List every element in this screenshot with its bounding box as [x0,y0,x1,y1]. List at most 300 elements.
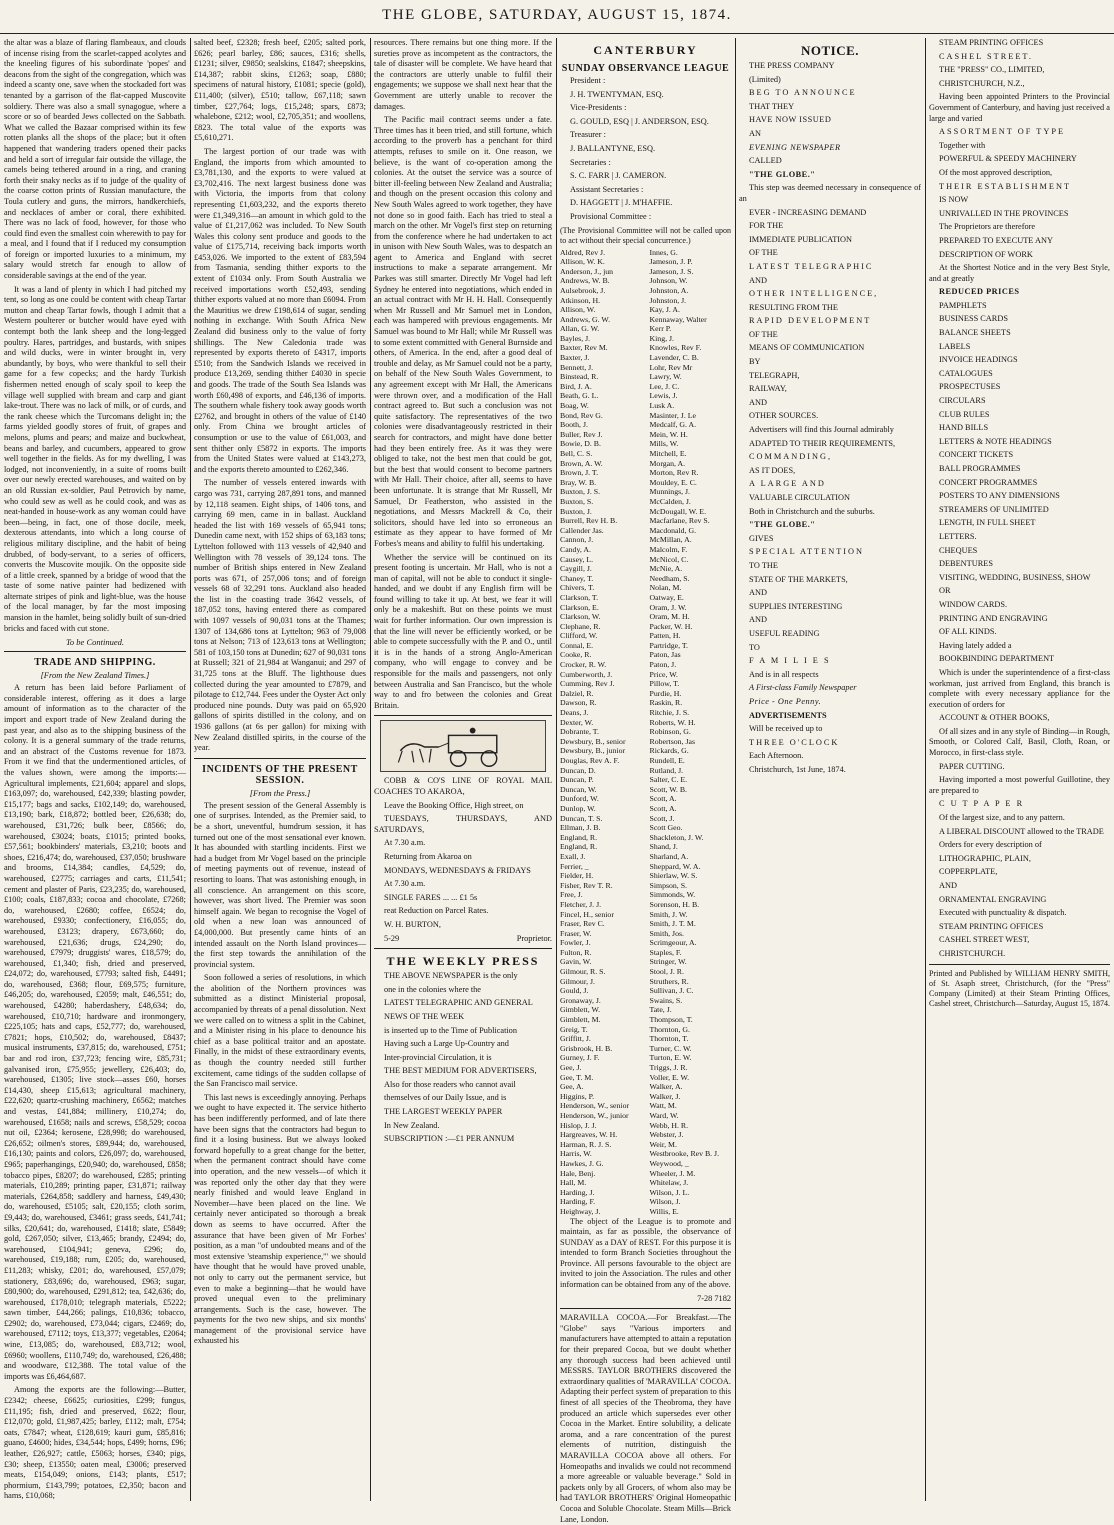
advert-line: INVOICE HEADINGS [939,355,1018,365]
column-5 [739,38,921,1501]
committee-name: King, J. [649,333,674,343]
announcement-line: TELEGRAPH, [749,370,800,380]
trade-paragraph: A return has been laid before Parliament of considerable interest, offering as it does a large amount of information as to the character of the import and export trade of New Zealand during the past year, and also as to the shipping business of the colony. It is a general summary of the trade returns, and an abstract of the Customs revenue for 1873. From it we find that the undermentioned articles, of the values shown, were among the imports:—Agricultural implements, £21,604; apparel and slops, £163,097; do, warehoused, £42,339; blasting powder, £15,177; bags and sacks, £102,149; do, warehoused, £13,190; bark, £18,872; bottled beer, £26,638; do, warehoused, £31,726; bulk beer, £8566; do, warehoused, £3024; boats, £1015; printed books, £57,561; bookbinders' materials, £3,210; boots and shoes, £216,474; do, warehoused, £37,050; brushware and brooms, £14,384; candles, £4,529; do, warehoused, £2775; carriages and carts, £11,541; cement and plaster of Paris, £23,235; do, warehoused, £100; coals, £187,833; cocoa and chocolate, £7268; do, warehoused, £2680; coffee, £6524; do, warehoused, £9330; confectionery, £16,055; do, warehoused, £3123; drapery, £673,660; do, warehoused, £21,636; drugs, £24,290; do, warehoused, £7979; druggists' wares, £18,579; do, warehoused, £1,340; fish, dried and preserved, £24,072; do, warehoused, £7793; salted fish, £4491; do, warehoused, £368; flour, £69,575; furniture, £46,205; do, warehoused, £2059; malt, £46,551; do, warehoused, £4280; haberdashery, £48,634; do, warehoused, £10,710; hardware and ironmongery, £225,105; hats and caps, £52,777; do, warehoused, £7821; hops, £10,502; do, warehoused, £8437; musical instruments, £37,815; do, warehoused, £751; bar and rod iron, £37,723; fencing wire, £85,731; galvanised iron, £75,955; jewellery, £26,403; do, warehoused, £1305; live stock—asses £60, horses £14,430, sheep £15,613; agricultural machinery, £22,620; quartz-crushing machinery, £6562; matches and vestas, £41,884; millinery, £10,274; do, warehoused, £1658; nails and screws, £58,529; cocoa nut oil, £2364; kerosene, £28,998; do warehoused, £26,652; oilmen's stores, £89,944; do, warehoused, £16,130; paints and colors, £26,097; do, warehoused, £965; paperhangings, £20,940; do, warehoused, £858; tobacco pipes, £8207; do warehoused, £285; printing materials, £10,289; printing paper, £31,871; railway materials, £264,858; saddlery and harness, £49,430; do, warehoused, £5105; salt, £20,155; cloth sorim, £9,443; do, warehoused, £3461; grass seeds, £41,741; silks, £20,641; do, warehoused, £1418; slate, £5849; gold, £267,050; silver, £13,465; brandy, £2494; do, warehoused, £104,941; geneva, £296; do, warehoused, £19,188; rum, £205; do, warehoused, £11,283; whisky, £201; do, warehoused, £57,079; stationery, £83,696; do, warehoused, £963; sugar, £80,900; do, warehoused, £291,812; tea, £42,636; do, warehoused, £178,010; telegraph materials, £5222; sawn timber, £44,266; palings, £10,836; tobacco, £2902; do, warehoused, £73,044; cigars, £2469; do, warehoused, £7112; toys, £13,377; vegetables, £2064; wine, £13,085; do, warehoused, £83,712; wool, £6960; woollens, £110,749; do, warehoused, £26,488; and woodware, £12,388. The total value of the imports was £6,464,687. [4,683,186,1381]
weekly-press-line: SUBSCRIPTION :—£1 PER ANNUM [384,1134,515,1144]
advert-line: REDUCED PRICES [939,287,1020,297]
trade-paragraph: The number of vessels entered inwards with cargo was 731, carrying 287,891 tons, and manned by 12,118 seamen. Eight ships, of 1406 tons, and carrying 69 men, came in in ballast. Auckland headed the list with 169 vessels of 65,941 tons; Dunedin came next, with 152 ships of 63,183 tons; Lyttelton followed with 113 vessels of 42,940 and Wellington with 78 vessels of 39,124 tons. The number of British ships entered in New Zealand ports was 671, of 257,006 tons; and of foreign vessels 68 of 32,291 tons. Auckland also headed the list in the coasting trade 3642 vessels, of 187,052 tons, having entered there as compared with 1097 vessels of 90,031 tons at the Thames; 1307 of 134,686 tons at Lyttelton; 963 of 79,008 tons at Nelson; 713 of 123,613 tons at Wellington; 581 of 103,150 tons at Dunedin; 627 of 90,031 tons at Russell; 321 of 21,984 at Wanganui; and 297 of 31,725 tons at the Bluff. The lighthouse dues collected during the year amounted to £7879, and pilotage to £12,744. Fees under the Oyster Act only produced nine pounds. Duty was paid on 65,920 gallons of spirits distilled in the colony, and on 1936 gallons (at 6s per gallon) for mixing with New Zealand distilled spirits, in the course of the year. [194,478,366,753]
committee-name: Johnson, W. [649,276,688,286]
committee-name: Buller, Rev J. [560,429,603,439]
committee-name: Bell, C. S. [560,449,593,458]
advert-line: DEBENTURES [939,559,993,569]
committee-name: Stringer, W. [649,957,687,967]
column-rule [735,38,736,1501]
committee-name: Paton, Jas [649,650,681,660]
committee-name: Gee, A. [560,1082,584,1092]
committee-name: Willis, E. [649,1206,679,1216]
announcement-line: ADAPTED TO THEIR REQUIREMENTS, [749,438,896,448]
committee-name: Scott, W. B. [649,784,687,794]
committee-name: Harris, W. [560,1149,592,1159]
divider [929,964,1110,965]
committee-name: Buxton, S. [560,496,594,506]
committee-name: Caygill, J. [560,564,592,574]
committee-name: Dewsbury, B., senior [560,736,626,746]
league-title: CANTERBURY [593,43,698,57]
committee-name: Connal, E. [560,640,594,650]
announcement-line: STATE OF THE MARKETS, [749,574,848,584]
advert-line: CHRISTCHURCH, N.Z., [939,78,1025,88]
provisional-note: (The Provisional Committee will not be called upon to act without their special concurrence.) [560,225,731,245]
advert-line: CONCERT PROGRAMMES [939,477,1038,487]
committee-name: Nolan, M. [649,583,682,593]
committee-name: Ferrier, _ [560,861,589,871]
committee-name: Purdie, H. [649,688,682,698]
announcement-line: FOR THE [749,221,784,231]
committee-name: Candy, A. [560,544,591,554]
committee-name: Fielder, H. [560,871,594,881]
advert-line: PAPER CUTTING. [939,761,1005,771]
announcement-line: OTHER INTELLIGENCE, [749,289,879,299]
cobb-footer [374,934,552,945]
committee-name: Webb, H. R. [649,1120,689,1130]
announcement-line: RAPID DEVELOPMENT [749,316,872,326]
announcement-line: THREE O'CLOCK [749,737,840,747]
committee-name: Clarkson, T. [560,592,599,602]
column-rule [190,38,191,1501]
announcement-line: MEANS OF COMMUNICATION [749,343,865,353]
announcement-line: AND [749,615,767,625]
advert-line: BUSINESS CARDS [939,314,1008,324]
committee-name: Duncan, W. [560,784,597,794]
committee-name: McCalden, J. [649,496,691,506]
president-label: President : [570,76,606,85]
committee-name: Gimblett, M. [560,1015,601,1025]
committee-name: Hargreaves, W. H. [560,1130,618,1140]
committee-name: Brown, A. W. [560,458,603,468]
article-paragraph: resources. There remains but one thing more. If the sureties prove as incompetent as the contractors, the tale of disaster will be complete. We have heard that the contractors are utterly unable to fulfil their engagements; we suppose we shall next hear that the Government are utterly unable to recover the damages. [374,38,552,111]
committee-name: Whitelaw, J. [649,1178,689,1188]
advert-line: ORNAMENTAL ENGRAVING [939,894,1047,904]
advert-line: Together with [939,140,986,150]
announcement-line: OF THE [749,248,778,258]
committee-name: Booth, J. [560,420,588,430]
committee-name: Robinson, G. [649,727,691,737]
committee-name: Brown, J. T. [560,468,599,478]
advert-line: UNRIVALLED IN THE PROVINCES [939,208,1069,218]
committee-name: Wilson, J. L. [649,1187,690,1197]
vp-label: Vice-Presidents : [570,103,627,113]
committee-name: Fraser, Rev C. [560,919,605,929]
announcement-line: AND [749,397,767,407]
committee-name: Simmonds, W. [649,890,696,900]
committee-name: Fletcher, J. J. [560,899,602,909]
advert-line: LETTERS & NOTE HEADINGS [939,436,1052,446]
column-3 [374,38,552,1501]
announcement-line: AN [749,128,761,138]
committee-name: Bennett, J. [560,362,594,372]
cobb-returning: Returning from Akaroa on [384,851,472,861]
divider [374,948,552,949]
advert-line: PAMPHLETS [939,300,987,310]
committee-name: Johnston, A. [649,285,689,295]
president: J. H. TWENTYMAN, ESQ. [570,89,664,99]
announcement-line: GIVES [749,533,774,543]
committee-name: Rickards, G. [649,746,689,756]
cocoa-advert: MARAVILLA COCOA.—For Breakfast.—The "Globe" says "Various importers and manufacturers have attempted to attain a reputation for their prepared Cocoa, but we doubt whether any thorough success had been achieved until MESSRS. TAYLOR BROTHERS discovered the extraordinary qualities of 'MARAVILLA' COCOA. Adapting their perfect system of preparation to this finest of all species of the Theobroma, they have produced an article which supersedes ever other Cocoa in the Market. Entire solubility, a delicate aroma, and a rare concentration of the purest elements of nutrition, distinguish the MARAVILLA COCOA above all others. For Homeopaths and invalids we could not recommend a more agreeable or valuable beverage." Sold in packets only by all Grocers, of whom also may be had TAYLOR BROTHERS' Original Homeopathic Cocoa and Soluble Chocolate. Steam Mills—Brick Lane, London. [560,1313,731,1524]
committee-name: Lohr, Rev Mr [649,362,693,372]
committee-name: Rutland, J. [649,765,684,775]
committee-name: McNie, A. [649,564,683,574]
committee-name: Kay, J. A. [649,305,680,315]
announcement-line: Christchurch, 1st June, 1874. [749,764,846,774]
committee-name: Medcalf, G. A. [649,420,697,430]
committee-name: Hislop, J. J. [560,1120,597,1130]
committee-name: Packer, W. H. [649,621,693,631]
committee-name: Shierlaw, W. S. [649,871,698,881]
committee-name: Oatway, E. [649,592,684,602]
divider [560,1308,731,1309]
committee-name: Sullivan, J. C. [649,986,694,996]
committee-name: Boag, W. [560,401,589,411]
committee-name: Paton, J. [649,660,677,670]
announcement-line: RESULTING FROM THE [749,302,838,312]
provisional-committee-label: Provisional Committee : [570,211,652,221]
advert-line: BOOKBINDING DEPARTMENT [939,654,1055,664]
announcement-line: "THE GLOBE." [749,520,816,530]
advert-line: CASHEL STREET. [939,51,1033,61]
committee-name: Smith, J. T. M. [649,919,696,929]
committee-name: Thompson, T. [649,1015,693,1025]
trade-source: [From the New Zealand Times.] [40,670,150,681]
announcement-line: TO [749,642,760,652]
committee-name: Harding, J. [560,1187,595,1197]
committee-name: Hale, Benj. [560,1168,596,1178]
announcement-line: This step was deemed necessary in consequence of an [739,183,921,203]
advert-line: STREAMERS OF UNLIMITED [939,504,1049,514]
announcement-line: Each Afternoon. [749,751,804,761]
committee-name: Webster, J. [649,1130,684,1140]
committee-name: Lewis, J. [649,391,678,401]
trade-paragraph: Among the exports are the following:—Butter, £2342; cheese, £6625; curiosities, £299; fungus, £11,195; fish, dried and preserved, £622; flour, £12,070; gold, £1,987,425; barley, £112; malt, £754; oats, £7847; wheat, £128,619; kauri gum, £85,816; guano, £4600; hides, £34,544; hops, £499; horns, £96; leather, £26,927; cattle, £5063; horses, £340; pigs, £30; sheep, £13550; oaten meal, £3006; preserved meats, £154,049; onions, £143; plants, £517; phormium, £143,799; potatoes, £2,350; bacon and hams, £10,068; [4,1385,186,1501]
committee-name: Harding, F. [560,1197,596,1207]
committee-name: Chaney, T. [560,573,594,583]
committee-name: Weir, M. [649,1139,677,1149]
cobb-time-back: At 7.30 a.m. [384,879,426,889]
globe-announcement [739,61,921,775]
incidents-paragraph: Soon followed a series of resolutions, in which the abolition of the Northern provinces was submitted as a distinct Ministerial proposal, accompanied by threats of a penal dissolution. Next we were called on to witness a split in the Cabinet, and a Minister rising in his place to denounce his chief as a base political traitor and an apostate. Finally, in the midst of these extraordinary events, as though the country needed still further excitement, came tidings of the sudden collapse of the San Francisco mail service. [194,973,366,1089]
divider [4,651,186,652]
committee-name: Watt, M. [649,1101,677,1111]
announcement-line: (Limited) [749,74,781,84]
advert-line: ASSORTMENT OF TYPE [939,127,1066,137]
advert-line: Of the largest size, and to any pattern. [939,813,1065,823]
announcement-line: THE PRESS COMPANY [749,61,835,70]
committee-name: Duncan, D. [560,765,596,775]
advert-line: A LIBERAL DISCOUNT allowed to the TRADE [939,826,1104,836]
committee-name: Bowie, D. B. [560,439,601,449]
committee-name: Lusk A. [649,401,675,411]
committee-name: Morgan, A. [649,458,686,468]
committee-name: Kennaway, Walter [649,314,707,324]
committee-name: Free, J. [560,890,583,900]
advert-line: At the Shortest Notice and in the very Best Style, and at greatly [929,263,1110,283]
committee-name: Chivers, T. [560,583,595,593]
column-2 [194,38,366,1501]
committee-name: Ritchie, J. S. [649,708,690,718]
committee-name: Hall, M. [560,1178,587,1188]
announcement-line: "THE GLOBE." [749,169,816,179]
committee-name: Voller, E. W. [649,1072,690,1082]
committee-name: Gurney, J. F. [560,1053,600,1063]
committee-name: Price, W. [649,669,678,679]
weekly-press-line: THE LARGEST WEEKLY PAPER [384,1107,503,1117]
committee-name: Scrimgeour, A. [649,938,697,948]
committee-name: Clifford, W. [560,631,598,641]
committee-name: Dalziel, R. [560,688,594,698]
cobb-reduction: reat Reduction on Parcel Rates. [384,906,489,916]
committee-name: Buxton, J. S. [560,487,601,497]
weekly-press-line: THE BEST MEDIUM FOR ADVERTISERS, [384,1066,537,1076]
league-subtitle: SUNDAY OBSERVANCE LEAGUE [561,63,730,74]
advert-line: Which is under the superintendence of a first-class workman, just arrived from England, this branch is complete with every necessary appliance for the execution of orders for [929,667,1110,709]
committee-name: Patten, H. [649,631,681,641]
committee-name: England, R. [560,842,598,852]
committee-name: Gronaway, J. [560,995,601,1005]
committee-name: Scott, A. [649,794,677,804]
committee-name: Gilmour, J. [560,976,595,986]
committee-name: Duncan, P. [560,775,594,785]
committee-name: Deans, J. [560,708,589,718]
weekly-press-line: In New Zealand. [384,1120,440,1130]
committee-name: Causey, L. [560,554,594,564]
secretaries: S. C. FARR | J. CAMERON. [570,171,667,181]
advert-line: Of all sizes and in any style of Binding—in Rough, Smooth, or Colored Calf, Basil, Cloth, Roan, or Morocco, in first-class style. [929,726,1110,758]
announcement-line: TO THE [749,560,778,570]
committee-name: Fraser, W. [560,928,592,938]
names-column-left [560,248,642,1217]
announcement-line: BEG TO ANNOUNCE [749,88,857,98]
announcement-line: COMMANDING, [749,452,833,462]
committee-name: Griffitt, J. [560,1034,591,1044]
committee-name: Andrews, W. B. [560,276,610,286]
column-rule [556,38,557,1501]
advert-line: LETTERS. [939,531,977,541]
assistant-secretaries: D. HAGGETT | J. M'HAFFIE. [570,198,673,208]
incidents-heading: INCIDENTS OF THE PRESENT SESSION. [202,763,358,786]
announcement-line: A LARGE AND [749,479,826,489]
cobb-title: COBB & CO'S LINE OF ROYAL MAIL COACHES TO AKAROA, [374,776,552,796]
committee-name: Macfarlane, Rev S. [649,516,710,526]
committee-name: Lawry, W. [649,372,682,382]
to-be-continued: To be Continued. [65,637,124,648]
committee-name: Triggs, J. R. [649,1063,688,1072]
vp: G. GOULD, ESQ | J. ANDERSON, ESQ. [570,116,709,126]
advert-line: AND [939,881,957,890]
committee-name: Allan, G. W. [560,324,600,334]
cobb-days-out: TUESDAYS, THURSDAYS, AND SATURDAYS, [374,814,552,834]
column-rule [925,38,926,1501]
advert-line: CONCERT TICKETS [939,450,1014,460]
advert-line: DESCRIPTION OF WORK [939,249,1033,259]
committee-name: Dunford, W. [560,794,599,804]
announcement-line: Price - One Penny. [749,696,822,706]
coach-illustration [380,720,546,772]
committee-name: Munnings, J. [649,487,691,497]
committee-name: Burrell, Rev H. B. [560,516,618,526]
committee-name: Sorenson, H. B. [649,899,700,909]
committee-name: Jameson, J. S. [649,266,694,276]
committee-name: Andrews, G. W. [560,314,611,324]
committee-name: Douglas, Rev A. F. [560,756,620,765]
trade-paragraph: salted beef, £2328; fresh beef, £205; salted pork, £626; pearl barley, £86; sauces, £316; shells, £1231; silver, £9850; sealskins, £1847; sheepskins, £14,387; rabbit skins, £1263; soap, £880; specimens of natural history, £1081; specie (gold), £11,400; (silver), £510; tallow, £67,118; sawn timber, £27,764; logs, £15,248; spars, £873; whalebone, £212; wool, £2,705,351; and woollens, £823. The total value of the exports was £5,610,271. [194,38,366,143]
masthead-rule [0,33,1114,34]
committee-name: Westbrooke, Rev B. J. [649,1149,720,1159]
committee-name: Simpson, S. [649,880,687,890]
masthead: THE GLOBE, SATURDAY, AUGUST 15, 1874. [382,7,732,23]
announcement-line: Both in Christchurch and the suburbs. [749,506,875,516]
committee-name: Clarkson, E. [560,602,599,612]
league-object-code: 7-28 7182 [697,1293,731,1303]
weekly-press-line: THE ABOVE NEWSPAPER is the only [384,971,518,981]
committee-name: Gimblett, W. [560,1005,601,1015]
committee-name: Crocker, R. W. [560,660,607,670]
advert-line: LENGTH, IN FULL SHEET [939,518,1036,528]
committee-name: Stool, J. R. [649,967,684,977]
committee-name: Cumberworth, J. [560,669,613,679]
advert-line: THEIR ESTABLISHMENT [939,181,1072,191]
announcement-line: CALLED [749,156,782,166]
announcement-line: EVENING NEWSPAPER [749,142,841,152]
advert-line: BALL PROGRAMMES [939,464,1021,473]
incidents-paragraph: This last news is exceedingly annoying. Perhaps we ought to have expected it. The service hitherto has been indifferently performed, and of late there have been signs that the contractors had begun to find it a losing business. But we always looked forward hopefully to a great change for the better, when the permanent contract should have come into operation, and the new vessels—of which it was reported only the other day that they were nearly finished and would leave England in November—have been placed on the line. We certainly never anticipated so thorough a break down as seems to have occurred. After the assurance that have been given of Mr Forbes' position, as a man "of undoubted means and of the most extensive 'steamship experience,'" we should have thought that he would have proved unable, not only to carry out the permanent service, but even to make a beginning—that he would have proved unequal even to the preliminary arrangements. Such is the case, however. The payments for the two new ships, and six months' management of the provisional service have exhausted his [194,1092,366,1346]
committee-name: Ward, W. [649,1110,679,1120]
announcement-line: AND [749,588,767,598]
stagecoach-icon [381,721,545,771]
committee-name: McNicol, C. [649,554,689,564]
announcement-line: Advertisers will find this Journal admirably [749,425,894,435]
cobb-days-back: MONDAYS, WEDNESDAYS & FRIDAYS [384,865,531,875]
committee-name: Dawson, R. [560,698,597,708]
advert-line: BALANCE SHEETS [939,328,1011,338]
committee-name: Staples, F. [649,947,682,957]
committee-name: Dewsbury, B., junior [560,746,626,756]
advert-line: PREPARED TO EXECUTE ANY [939,235,1053,245]
column-rule [370,38,371,1501]
cobb-leave: Leave the Booking Office, High street, on [384,800,524,810]
committee-name: Robertson, Jas [649,736,695,746]
committee-name: Gould, J. [560,986,589,996]
committee-name: Wheeler, J. M. [649,1168,696,1178]
committee-name: Greig, T. [560,1024,588,1034]
committee-name: Lavender, C. B. [649,353,699,363]
committee-name: Wilson, J. [649,1197,681,1207]
league-object: The object of the League is to promote and maintain, as far as possible, the observance of SUNDAY as a DAY of REST. For this purpose it is intended to form Branch Societies throughout the Province. All persons favourable to the object are invited to join the Association. The rules and other information can be obtained from any of the above. [560,1216,731,1290]
committee-name: Buxton, J. [560,506,592,516]
cobb-time-out: At 7.30 a.m. [384,838,426,848]
committee-name: Mills, W. [649,439,679,449]
advert-line: STEAM PRINTING OFFICES [939,921,1044,931]
weekly-press-line: NEWS OF THE WEEK [384,1011,465,1021]
advert-line: Having lately added a [939,640,1012,650]
advert-line: CATALOGUES [939,368,993,378]
committee-name: Allison, W. [560,305,596,315]
article-paragraph: The Pacific mail contract seems under a fate. Three times has it been tried, and still fortune, which according to the proverb has a penchant for third attempts, refuses to smile on it. One reason, we believe, is the want of co-operation among the colonies. At the outset the service was a source of bitter ill-feeling between New Zealand and Australia; and though on the present occasion this colony and New South Wales agreed to work together, they have not done so in good faith. Each has tried to steal a march on the other. Mr Vogel's first step on returning from the conference where he had undertaken to act in unison with New South Wales, was to despatch an agent to America and England with secret instructions to make a separate arrangement. Mr Parkes was still smarter. Directly Mr Vogel had left Sydney he entered into negotiations, which ended in an actual contract with Mr H. H. Hall. Consequently when Mr Russell and Mr Samuel met in London, each was hampered with previous engagements. Mr Samuel was bound to Mr Hall; while Mr Russell was to some extent committed with General Burnside and others, of America. In the end, after a good deal of trouble and delay, as Mr Samuel could not be a party, on behalf of the New South Wales Government, to any agreement except with Mr Hall, the Americans were thrown over, and a modification of the Hall contract agreed to. But such a conclusion was not quite satisfactory. The representatives of the two colonies were disadvantageously restricted in their search for contractors, and might have done better had they been entirely free. As it was they were obliged to take, not the best men that could be got, but the best that would consent to become partners with Mr Hall. Their choice, after all, seems to have been unfortunate. It is strange that Mr Russell, Mr Samuel, Dr Featherston, who assisted in the negotiations, and Messrs Mackrell & Co, their solicitors, should have led into so erroneous an estimate as they appear to have formed of Mr Forbes's means and ability to fulfil his undertaking. [374,115,552,548]
committee-name: Lee, J. C. [649,381,680,391]
announcement-line: ADVERTISEMENTS [749,710,827,720]
committee-name: Johnston, J. [649,295,687,305]
committee-name: Swains, S. [649,995,683,1005]
committee-name: Fulton, R. [560,947,592,957]
announcement-line: AND [749,275,767,285]
column-4 [560,38,731,1524]
committee-name: Partridge, T. [649,640,688,650]
advert-line: Having imported a most powerful Guillotine, they are prepared to [929,775,1110,795]
weekly-press-line: one in the colonies where the [384,984,481,994]
advert-line: LITHOGRAPHIC, PLAIN, [939,853,1031,863]
committee-name: Gee, T. M. [560,1072,594,1082]
committee-name: Weywood, _ [649,1158,689,1168]
committee-name: Sharland, A. [649,851,689,861]
committee-name: Bird, J. A. [560,381,592,391]
committee-name: Salter, C. E. [649,775,688,785]
committee-name: Henderson, W., senior [560,1101,630,1111]
announcement-line: OTHER SOURCES. [749,411,819,421]
announcement-line: AS IT DOES, [749,465,796,475]
advert-line: HAND BILLS [939,423,989,433]
committee-name: Morton, Rev R. [649,468,699,478]
committee-name: Mouldey, E. C. [649,477,697,487]
advert-line: PROSPECTUSES [939,382,1001,392]
committee-name: Ellman, J. B. [560,823,601,833]
advert-line: CIRCULARS [939,396,986,406]
weekly-press-line: Having such a Large Up-Country and [384,1039,509,1049]
committee-name: Gilmour, R. S. [560,967,606,977]
advert-line: THE "PRESS" CO., LIMITED, [939,65,1045,75]
advert-line: CLUB RULES [939,409,990,419]
committee-name: Pillow, T. [649,679,680,689]
advert-line: ACCOUNT & OTHER BOOKS, [939,713,1050,723]
committee-name: England, R. [560,832,598,842]
cobb-code: 5-29 [384,933,400,943]
committee-name: Harman, R. J. S. [560,1139,612,1149]
committee-name: Sheppard, W. A. [649,861,701,871]
advert-line: Orders for every description of [939,840,1042,850]
announcement-line: USEFUL READING [749,628,820,638]
committee-name: Scott, A. [649,803,677,813]
advert-line: POWERFUL & SPEEDY MACHINERY [939,154,1077,164]
announcement-line: RAILWAY, [749,384,787,394]
weekly-press-lines [374,971,552,1145]
treasurer-label: Treasurer : [570,130,606,140]
committee-names [560,248,731,1217]
weekly-press-title: THE WEEKLY PRESS [386,954,540,969]
announcement-line: BY [749,357,761,367]
advert-line: LABELS [939,341,971,351]
committee-name: Knowles, Rev F. [649,343,702,353]
committee-name: Bray, W. B. [560,477,597,487]
committee-name: Hawkes, J. G. [560,1158,604,1168]
committee-name: Allison, W. K. [560,257,605,267]
weekly-press-line: themselves of our Daily Issue, and is [384,1093,507,1103]
announcement-line: And is in all respects [749,669,819,679]
announcement-line: A First-class Family Newspaper [749,683,857,693]
trade-heading: TRADE AND SHIPPING. [34,657,156,669]
story-paragraph: It was a land of plenty in which I had pitched my tent, so long as one could be content with cheap Tartar mutton and cheap Tartar fowls, though I admit that a Western poulterer or butcher would have eyed with contempt both the lank sheep and the long-legged poultry. Hares, partridges, and bustards, with snipes and wild ducks, were in winter brought in, very abundantly, by boys, who were thankful to sell their game for a few copecks; and the hardy Turkish fishermen netted enough of scaly spoil to keep the village well supplied with bream and carp and giant lake-trout. There was no lack of milk, or of curds, and the rank cheese which the Turcomans delight in; the farms yielded goodly stores of fruit, of grapes and melons, plums and pears; and maize and buckwheat, beans and barley, and cucumbers, appeared to grow well together in the fields. As for my dwelling, I was lodged, not inconveniently, in a suite of rooms built over our newly erected warehouses, and waited on by an old Russian ex-soldier, Paul Petrovich by name, who could sew as well as he could cook, and was as neat-handed in house-work as any woman could have been—being, in fact, one of those docile, meek, dexterous attendants, into which a long course of religious military discipline, and the habit of being drubbed, of body-servant, to a series of officers, converts the Muscovite moujik. On the opposite side of a little creek, spanned by a bridge of wood that the taste of some native painter had bedizened with alternate stripes of pink and light-blue, was the house of the local manager, by far the most imposing mansion in the hamlet, being solidly built of sun-dried bricks and faced with cut stone. [4,284,186,633]
names-column-right [650,248,732,1217]
committee-name: Aldred, Rev J. [560,247,606,257]
committee-name: Cumming, Rev J. [560,679,615,689]
committee-name: Gavin, W. [560,957,592,967]
committee-name: Cannon, J. [560,535,594,545]
